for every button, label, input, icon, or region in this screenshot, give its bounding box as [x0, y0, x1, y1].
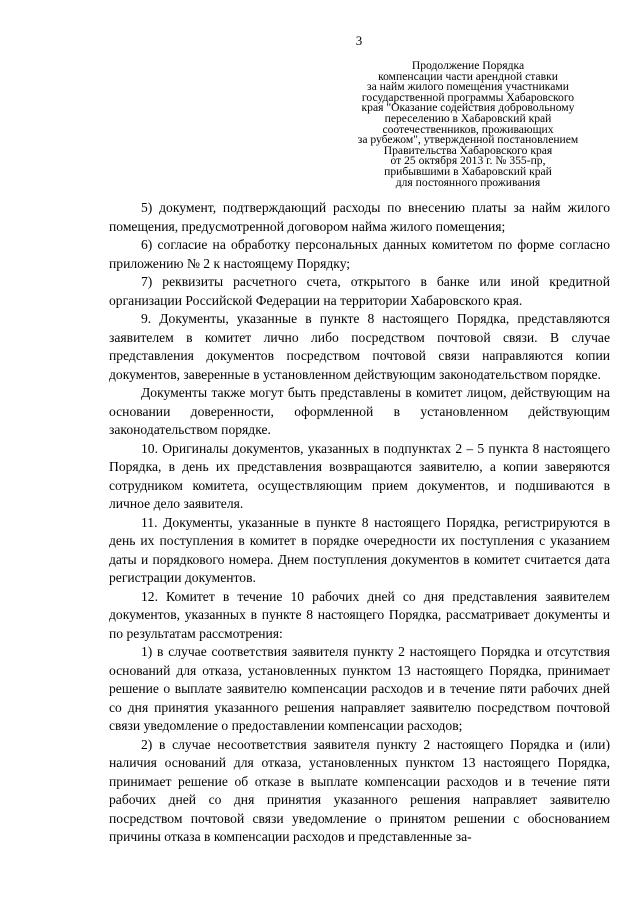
- paragraph-clause-10: 10. Оригиналы документов, указанных в подпунктах 2 – 5 пункта 8 настоящего Порядка, в день их представления возвращаются заявителю, а копии заверяются сотрудником комитета, осуществляющим прием документов, и подшиваются в личное дело заявителя.: [109, 440, 610, 511]
- header-line: края "Оказание содействия добровольному: [361, 101, 575, 115]
- header-line: Правительства Хабаровского края: [383, 143, 553, 157]
- paragraph-clause-9: 9. Документы, указанные в пункте 8 настоящего Порядка, представляются заявителем в комитет лично либо посредством почтовой связи. В случае представления документов посредством почтовой связи направляются копии документов, заверенные в установленном действующим законодательством порядке.: [109, 311, 610, 382]
- header-line: компенсации части арендной ставки: [378, 69, 558, 83]
- paragraph-item-7: 7) реквизиты расчетного счета, открытого в банке или иной кредитной организации Российской Федерации на территории Хабаровского края.: [109, 274, 610, 308]
- paragraph-item-5: 5) документ, подтверждающий расходы по внесению платы за найм жилого помещения, предусмотренной договором найма жилого помещения;: [109, 200, 610, 234]
- page-number: 3: [355, 33, 363, 48]
- header-line: для постоянного проживания: [395, 175, 541, 189]
- paragraph-clause-11: 11. Документы, указанные в пункте 8 настоящего Порядка, регистрируются в день их поступления в комитет в порядке очередности их поступления с указанием даты и порядкового номера. Днем поступления документов в комитет считается дата регистрации документов.: [109, 514, 610, 585]
- header-line: за рубежом", утвержденной постановлением: [357, 133, 579, 147]
- document-body: [109, 199, 610, 847]
- paragraph-clause-9-continued: Документы также могут быть представлены в комитет лицом, действующим на основании доверенности, оформленной в установленном действующим законодательством порядке.: [109, 385, 610, 437]
- paragraph-clause-12: 12. Комитет в течение 10 рабочих дней со дня представления заявителем документов, указанных в пункте 8 настоящего Порядка, рассматривает документы и по результатам рассмотрения:: [109, 588, 610, 641]
- header-line: за найм жилого помещения участниками: [367, 80, 569, 94]
- paragraph-clause-12-item-1: 1) в случае соответствия заявителя пункту 2 настоящего Порядка и отсутствия оснований для отказа, установленных пунктом 13 настоящего Порядка, принимает решение о выплате заявителю компенсации расходов и в течение пяти рабочих дней со дня принятия указанного решения направляет заявителю посредством почтовой связи уведомление о предоставлении компенсации расходов;: [109, 644, 610, 733]
- header-line: соотечественников, проживающих: [382, 122, 554, 136]
- header-line: от 25 октября 2013 г. № 355-пр,: [390, 154, 546, 168]
- header-line: Продолжение Порядка: [411, 59, 525, 72]
- paragraph-item-6: 6) согласие на обработку персональных данных комитетом по форме согласно приложению № 2 к настоящему Порядку;: [109, 237, 610, 271]
- paragraph-clause-12-item-2: 2) в случае несоответствия заявителя пункту 2 настоящего Порядка и (или) наличия оснований для отказа, установленных пунктом 13 настоящего Порядка, принимает решение об отказе в выплате компенсации расходов и в течение пяти рабочих дней со дня принятия указанного решения направляет заявителю посредством почтовой связи уведомление о принятом решении с обоснованием причины отказа в компенсации расходов и представленные за-: [109, 736, 610, 844]
- header-line: прибывшими в Хабаровский край: [384, 164, 552, 178]
- document-header-note: [330, 61, 606, 188]
- header-line: переселению в Хабаровский край: [384, 111, 552, 125]
- header-line: государственной программы Хабаровского: [361, 90, 575, 104]
